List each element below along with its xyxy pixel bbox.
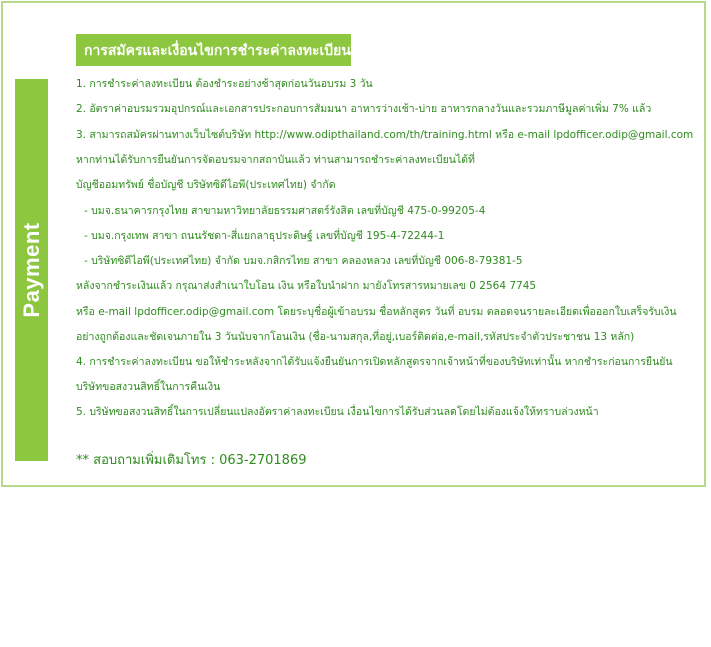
bank-account-ktb: - บมจ.ธนาคารกรุงไทย สาขามหาวิทยาลัยธรรมศาสตร์รังสิต เลขที่บัญชี 475-0-99205-4 [84, 205, 486, 217]
payment-side-tab [15, 79, 48, 461]
term-line-1: 1. การชำระค่าลงทะเบียน ต้องชำระอย่างช้าสุดก่อนวันอบรม 3 วัน [76, 78, 373, 90]
after-payment-details-line: อย่างถูกต้องและชัดเจนภายใน 3 วันนับจากโอนเงิน (ชื่อ-นามสกุล,ที่อยู่,เบอร์ติดต่อ,e-mail,รหัสประจำตัวประชาชน 13 หลัก) [76, 331, 635, 343]
section-title: การสมัครและเงื่อนไขการชำระค่าลงทะเบียน [84, 43, 351, 59]
payment-side-tab-label: Payment [18, 222, 44, 318]
account-type-line: บัญชีออมทรัพย์ ชื่อบัญชี บริษัทซิดีไอพี(ประเทศไทย) จำกัด [76, 179, 336, 191]
after-payment-line: หลังจากชำระเงินแล้ว กรุณาส่งสำเนาใบโอน เงิน หรือใบนำฝาก มายังโทรสารหมายเลข 0 2564 7745 [76, 280, 537, 292]
bank-account-bbl: - บมจ.กรุงเทพ สาขา ถนนรัชดา-สี่แยกลาธุประดิษฐ์ เลขที่บัญชี 195-4-72244-1 [84, 230, 445, 242]
after-payment-email-line: หรือ e-mail lpdofficer.odip@gmail.com โดยระบุชื่อผู้เข้าอบรม ชื่อหลักสูตร วันที่ อบรม ตลอดจนรายละเอียดเพื่อออกใบเสร็จรับเงิน [76, 306, 677, 318]
term-line-2: 2. อัตราค่าอบรมรวมอุปกรณ์และเอกสารประกอบการสัมมนา อาหารว่างเช้า-บ่าย อาหารกลางวันและรวมภาษีมูลค่าเพิ่ม 7% แล้ว [76, 103, 652, 115]
section-header [76, 34, 351, 66]
term-line-4-cont: บริษัทขอสงวนสิทธิ์ในการคืนเงิน [76, 381, 221, 393]
term-line-4: 4. การชำระค่าลงทะเบียน ขอให้ชำระหลังจากได้รับแจ้งยืนยันการเปิดหลักสูตรจากเจ้าหน้าที่ของบริษัทเท่านั้น หากชำระก่อนการยืนยัน [76, 356, 673, 368]
term-line-5: 5. บริษัทขอสงวนสิทธิ์ในการเปลี่ยนแปลงอัตราค่าลงทะเบียน เงื่อนไขการได้รับส่วนลดโดยไม่ต้องแจ้งให้ทราบล่วงหน้า [76, 406, 599, 418]
contact-phone: ** สอบถามเพิ่มเติมโทร : 063-2701869 [76, 453, 307, 468]
term-line-3: 3. สามารถสมัครผ่านทางเว็บไซต์บริษัท http://www.odipthailand.com/th/training.html หรือ e-mail lpdofficer.odip@gmail.com [76, 129, 694, 141]
bank-account-kbank: - บริษัทซิดีไอพี(ประเทศไทย) จำกัด บมจ.กสิกรไทย สาขา คลองหลวง เลขที่บัญชี 006-8-79381-5 [84, 255, 523, 267]
term-line-3-cont: หากท่านได้รับการยืนยันการจัดอบรมจากสถาบันแล้ว ท่านสามารถชำระค่าลงทะเบียนได้ที่ [76, 154, 475, 166]
